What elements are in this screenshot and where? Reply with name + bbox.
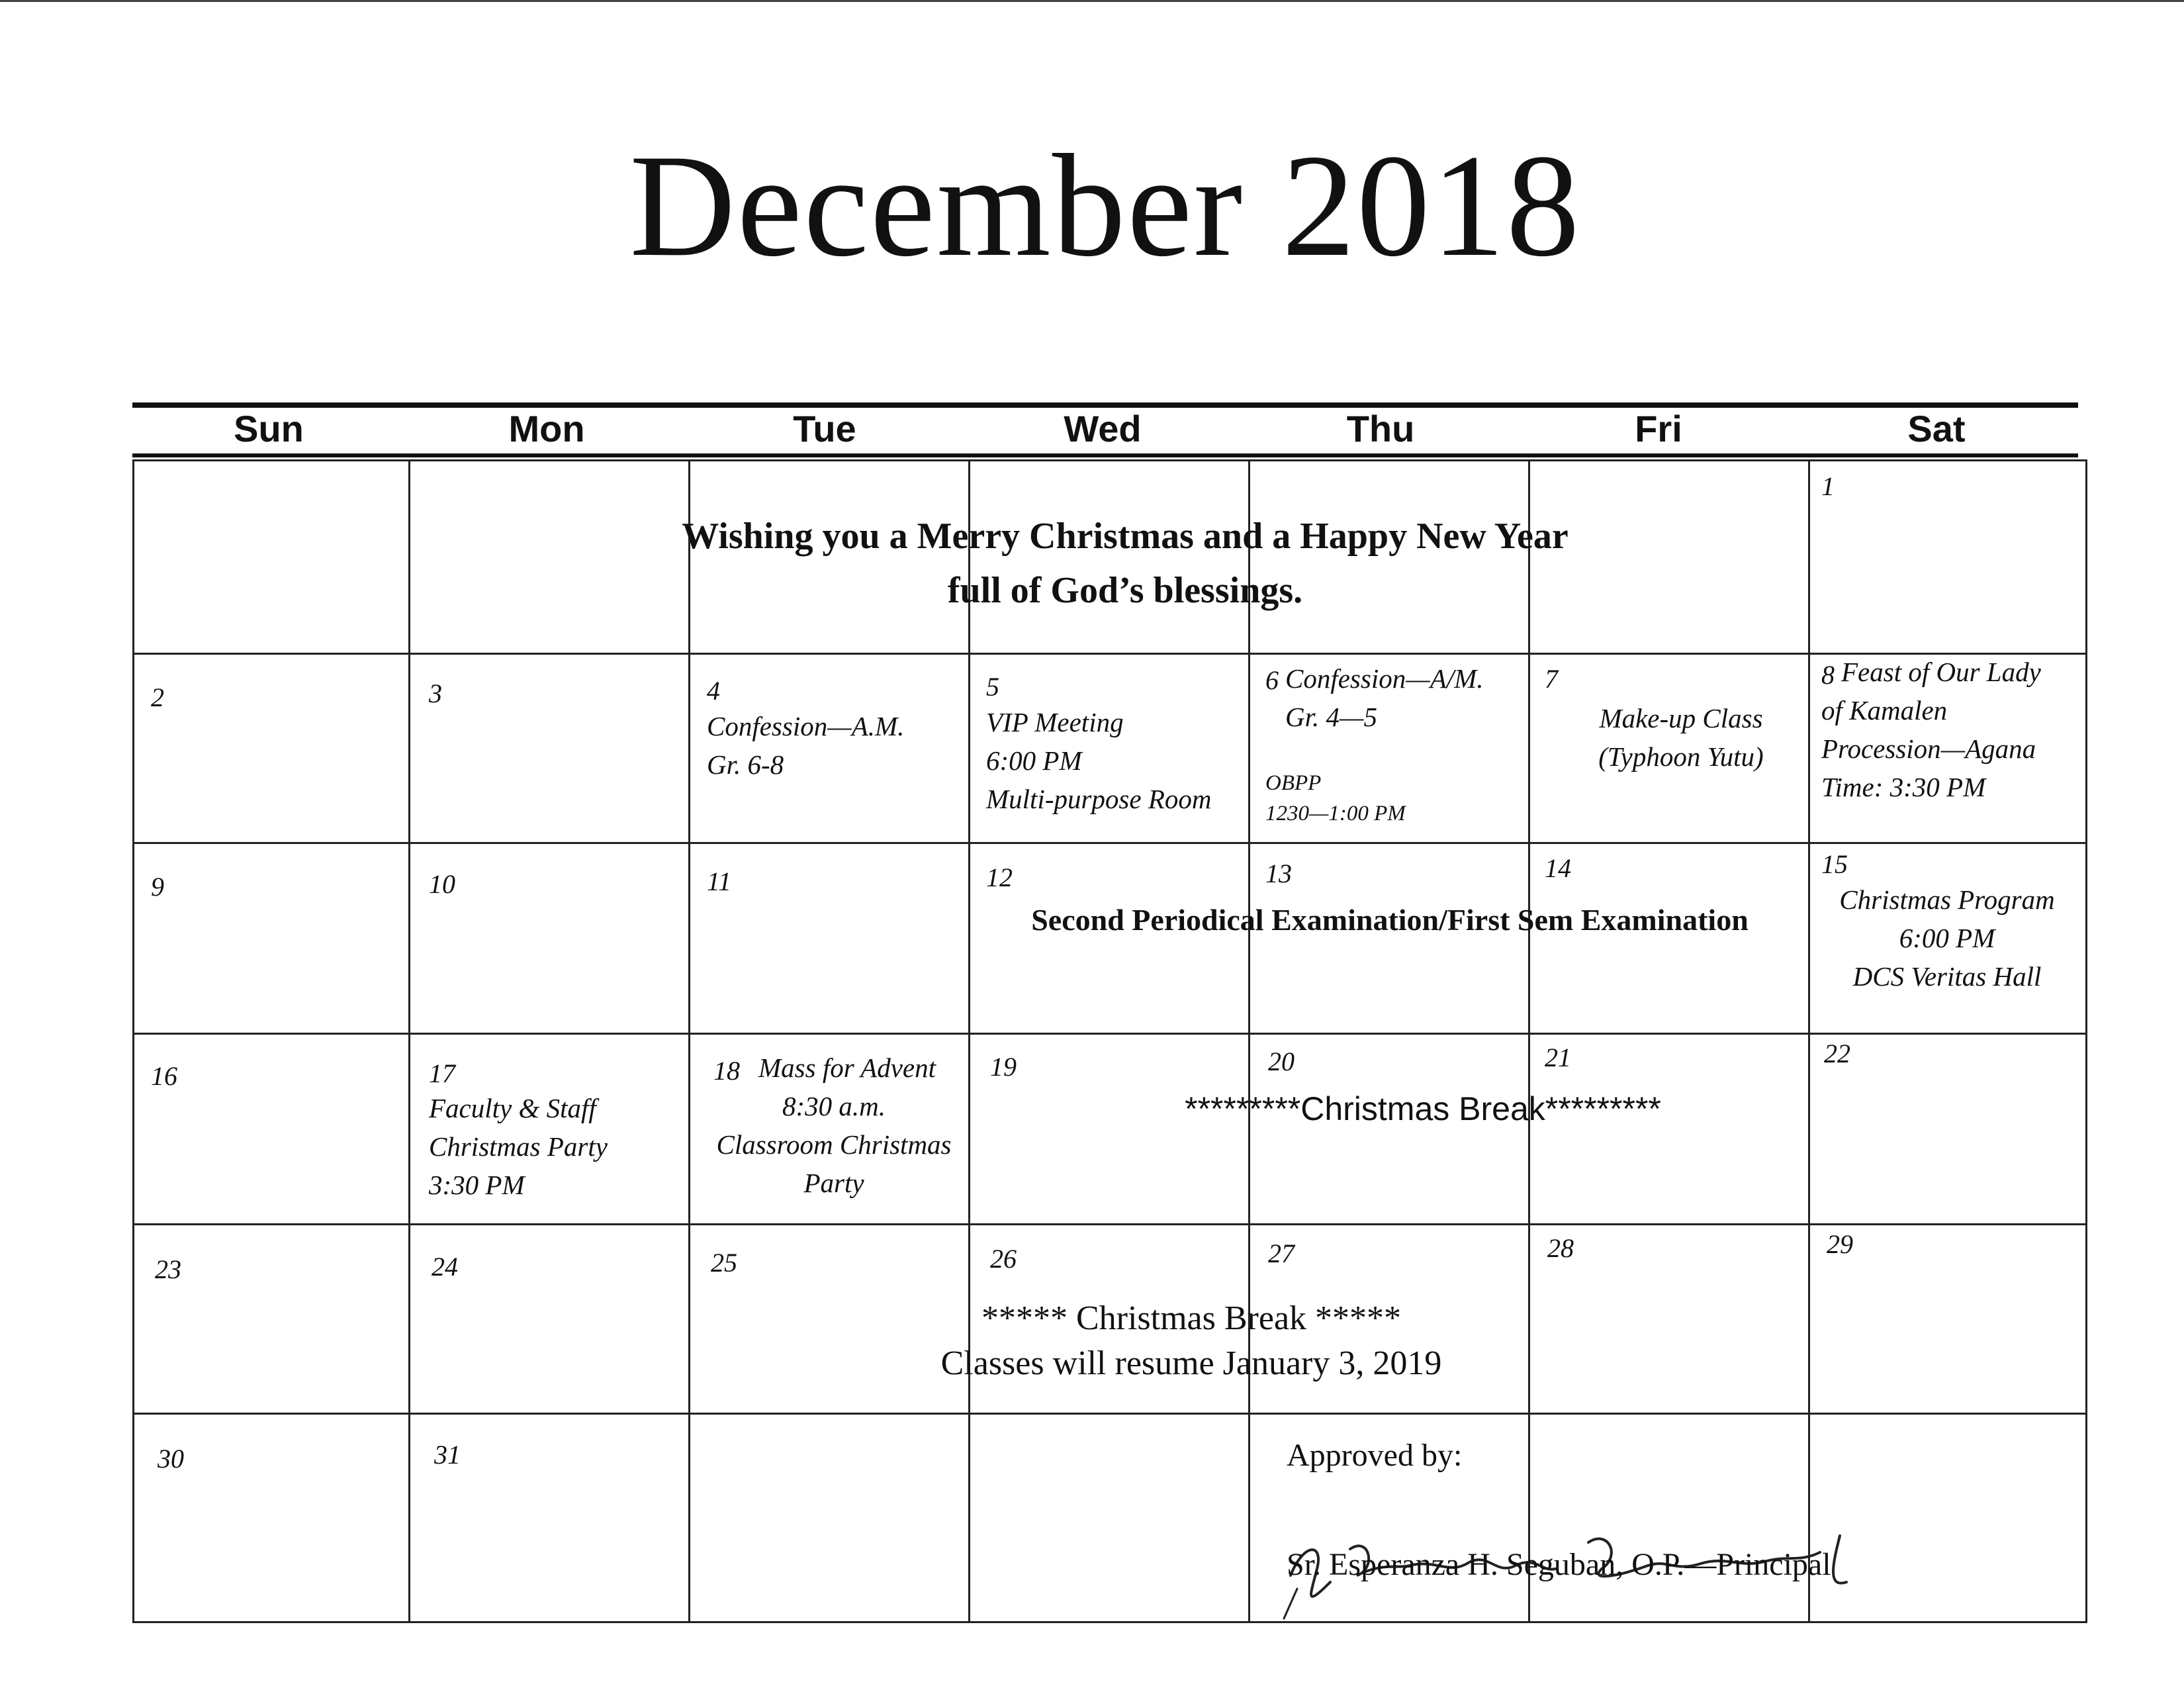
day-number: 26 (990, 1244, 1017, 1274)
grid-hline (132, 1223, 2087, 1225)
day-number: 6 (1265, 665, 1279, 695)
event-obpp: OBPP 1230—1:00 PM (1265, 771, 1406, 825)
principal-name: Sr. Esperanza H. Seguban, O.P.—Principal (1287, 1547, 1831, 1582)
day-number: 7 (1545, 664, 1558, 694)
event-classroom-party: 8:30 a.m. Classroom Christmas Party (716, 1091, 952, 1198)
day-number: 23 (155, 1254, 181, 1284)
event-classes-resume: Classes will resume January 3, 2019 (940, 1344, 1442, 1382)
grid-hline (132, 1033, 2087, 1035)
scan-edge-line (0, 0, 2184, 2)
day-number: 31 (434, 1440, 461, 1470)
event-vip-meeting: VIP Meeting 6:00 PM Multi-purpose Room (986, 707, 1212, 814)
event-christmas-break: *********Christmas Break********* (1185, 1090, 1661, 1127)
day-number: 21 (1545, 1043, 1571, 1072)
grid-vline (968, 459, 970, 1623)
day-number: 1 (1821, 471, 1835, 501)
calendar-title: December 2018 (629, 124, 1581, 287)
event-examination: Second Periodical Examination/First Sem Examination (1031, 903, 1749, 937)
grid-hline (132, 842, 2087, 844)
day-number: 25 (711, 1248, 737, 1278)
day-number: 17 (429, 1058, 455, 1088)
grid-vline (1248, 459, 1250, 1623)
day-number: 4 (707, 676, 720, 706)
event-confession-gr4-5: Confession—A/M. Gr. 4—5 (1285, 663, 1484, 732)
day-number: 22 (1824, 1039, 1850, 1068)
grid-hline (132, 653, 2087, 655)
day-number: 9 (151, 872, 164, 902)
day-number: 19 (990, 1052, 1017, 1082)
day-number: 5 (986, 672, 999, 702)
day-number: 14 (1545, 853, 1571, 883)
event-christmas-break-2: ***** Christmas Break ***** (981, 1299, 1402, 1337)
event-christmas-program: Christmas Program 6:00 PM DCS Veritas Hall (1839, 884, 2055, 992)
day-number: 8 (1821, 660, 1835, 690)
event-confession-gr6-8: Confession—A.M. Gr. 6-8 (707, 711, 905, 780)
day-number: 24 (432, 1252, 458, 1282)
day-number: 28 (1547, 1233, 1574, 1263)
weekday-tue: Tue (793, 408, 856, 449)
weekday-wed: Wed (1064, 408, 1142, 449)
grid-border-left (132, 459, 134, 1623)
day-number: 18 (713, 1056, 740, 1086)
event-mass-advent: Mass for Advent (758, 1053, 936, 1083)
grid-border-right (2085, 459, 2087, 1623)
grid-vline (688, 459, 690, 1623)
day-number: 3 (429, 679, 442, 708)
day-number: 20 (1268, 1047, 1295, 1076)
weekday-sun: Sun (234, 408, 304, 449)
greeting-line-2: full of God’s blessings. (947, 570, 1303, 611)
grid-vline (1808, 459, 1810, 1623)
grid-hline (132, 459, 2087, 461)
weekday-fri: Fri (1635, 408, 1682, 449)
grid-vline (1528, 459, 1530, 1623)
event-feast-our-lady: Feast of Our Lady (1841, 657, 2041, 687)
weekday-thu: Thu (1346, 408, 1415, 449)
weekday-mon: Mon (508, 408, 585, 449)
day-number: 27 (1268, 1239, 1295, 1268)
day-number: 29 (1827, 1229, 1853, 1259)
weekday-sat: Sat (1907, 408, 1966, 449)
event-makeup-class: Make-up Class (Typhoon Yutu) (1598, 703, 1764, 772)
day-number: 11 (707, 867, 732, 896)
day-number: 15 (1821, 849, 1848, 879)
event-faculty-party: Faculty & Staff Christmas Party 3:30 PM (429, 1093, 608, 1200)
grid-hline (132, 1413, 2087, 1415)
greeting-line-1: Wishing you a Merry Christmas and a Happy New Year (682, 516, 1569, 557)
day-number: 13 (1265, 859, 1292, 888)
event-procession: of Kamalen Procession—Agana Time: 3:30 PM (1821, 695, 2036, 802)
day-number: 2 (151, 682, 164, 712)
approved-by-label: Approved by: (1287, 1438, 1463, 1473)
day-number: 16 (151, 1061, 177, 1091)
grid-vline (408, 459, 410, 1623)
day-number: 10 (429, 869, 455, 899)
header-bottom-rule (132, 453, 2078, 457)
day-number: 30 (158, 1444, 184, 1474)
day-number: 12 (986, 863, 1013, 892)
